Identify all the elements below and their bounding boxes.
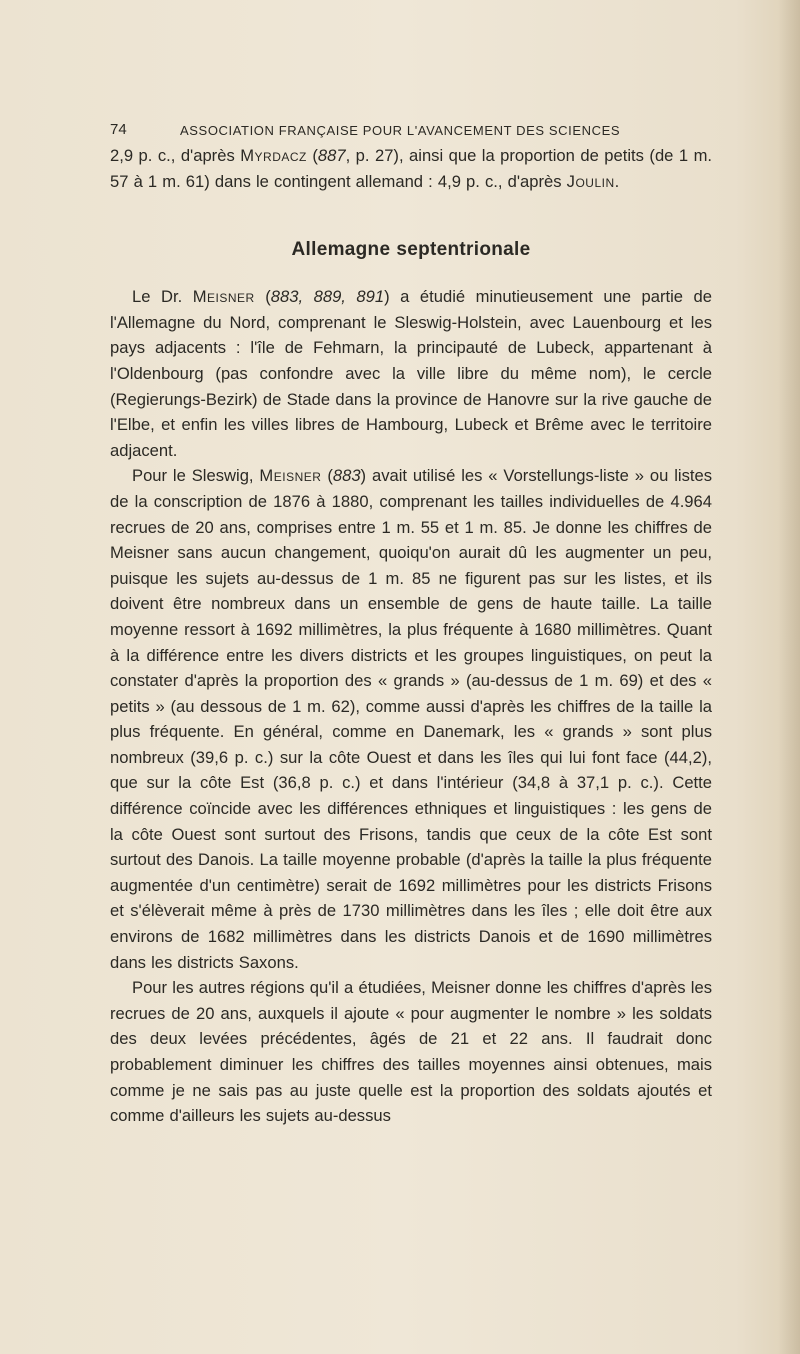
text-run: ) avait utilisé les « Vorstellungs-liste » ou listes de la conscription de 1876 à 1880, comprenant les tailles individuelles de 4.964 recrues de 20 ans, comprises entre 1 m. 55 et 1 m. 85. Je donne les chiffres de Meisner sans aucun changement, quoiqu'on aurait dû les augmenter un peu, puisque les sujets au-dessus de 1 m. 85 ne figurent pas sur les listes, et ils doivent être nombreux dans un ensemble de gens de haute taille. La taille moyenne ressort à 1692 millimètres, la plus fréquente à 1680 millimètres. Quant à la différence entre les divers districts et les groupes linguistiques, on peut la constater d'après la proportion des « grands » (au-dessus de 1 m. 69) et des « petits » (au dessous de 1 m. 62), comme aussi d'après les chiffres de la taille la plus fréquente. En général, comme en Danemark, les « grands » sont plus nombreux (39,6 p. c.) sur la côte Ouest et dans les îles qui lui font face (44,2), que sur la côte Est (36,8 p. c.) et dans l'intérieur (34,8 à 37,1 p. c.). Cette différence coïncide avec les différences ethniques et linguistiques : les gens de la côte Ouest sont surtout des Frisons, tandis que ceux de la côte Est sont surtout des Danois. La taille moyenne probable (d'après la taille la plus fréquente augmentée d'un centimètre) serait de 1692 millimètres pour les districts Frisons et s'élèverait même à près de 1730 millimètres dans les îles ; elle doit être aux environs de 1682 millimètres dans les districts Danois et de 1690 millimètres dans les districts Saxons. (110, 466, 713, 972)
running-title: ASSOCIATION FRANÇAISE POUR L'AVANCEMENT DES SCIENCES (180, 123, 621, 138)
text-run: 2,9 p. c., d'après (110, 146, 241, 165)
section-heading: Allemagne septentrionale (291, 239, 531, 261)
text-run: ) a étudié minutieusement une partie de l'Allemagne du Nord, comprenant le Sleswig-Holstein, avec Lauenbourg et les pays adjacents : l'île de Fehmarn, la principauté de Lubeck, appartenant à l'Oldenbourg (pas confondre avec la ville libre du même nom), le cercle (Regierungs-Bezirk) de Stade dans la province de Hanovre sur la rive gauche de l'Elbe, et enfin les villes libres de Hambourg, Lubeck et Brême avec le territoire adjacent. (110, 287, 713, 460)
author-name: Meisner (259, 466, 322, 486)
paragraph (110, 975, 712, 1129)
author-name: Joulin (566, 171, 615, 191)
text-run: Le Dr. (132, 287, 193, 307)
bibliography-reference: 883, 889, 891 (270, 287, 385, 307)
paragraph (110, 284, 712, 463)
body-text (110, 143, 712, 1129)
page-edge-shadow (778, 0, 800, 1354)
page-number: 74 (110, 121, 127, 138)
text-run: ( (306, 146, 318, 165)
bibliography-reference: 887 (317, 146, 346, 165)
text-run: . (614, 171, 620, 191)
text-run: , p. 27), ainsi que la proportion de petits (de 1 m. 57 à 1 m. 61) dans le contingent allemand : 4,9 p. c., d'après (110, 146, 712, 191)
text-run: ( (321, 466, 333, 486)
author-name: Meisner (192, 287, 255, 307)
text-run: Pour les autres régions qu'il a étudiées, Meisner donne les chiffres d'après les recrues de 20 ans, auxquels il ajoute « pour augmenter le nombre » les soldats des deux levées précédentes, âgés de 21 et 22 ans. Il faudrait donc probablement diminuer les chiffres des tailles moyennes ainsi obtenues, mais comme je ne sais pas au juste quelle est la proportion des soldats ajoutés et comme d'ailleurs les sujets au-dessus (110, 978, 712, 1126)
paragraph (110, 463, 712, 975)
bibliography-reference: 883 (332, 466, 361, 486)
paragraph-continued (110, 143, 712, 194)
running-head (110, 121, 712, 141)
text-run: Pour le Sleswig, (132, 466, 260, 486)
text-run: ( (254, 287, 271, 307)
author-name: Myrdacz (240, 146, 307, 165)
